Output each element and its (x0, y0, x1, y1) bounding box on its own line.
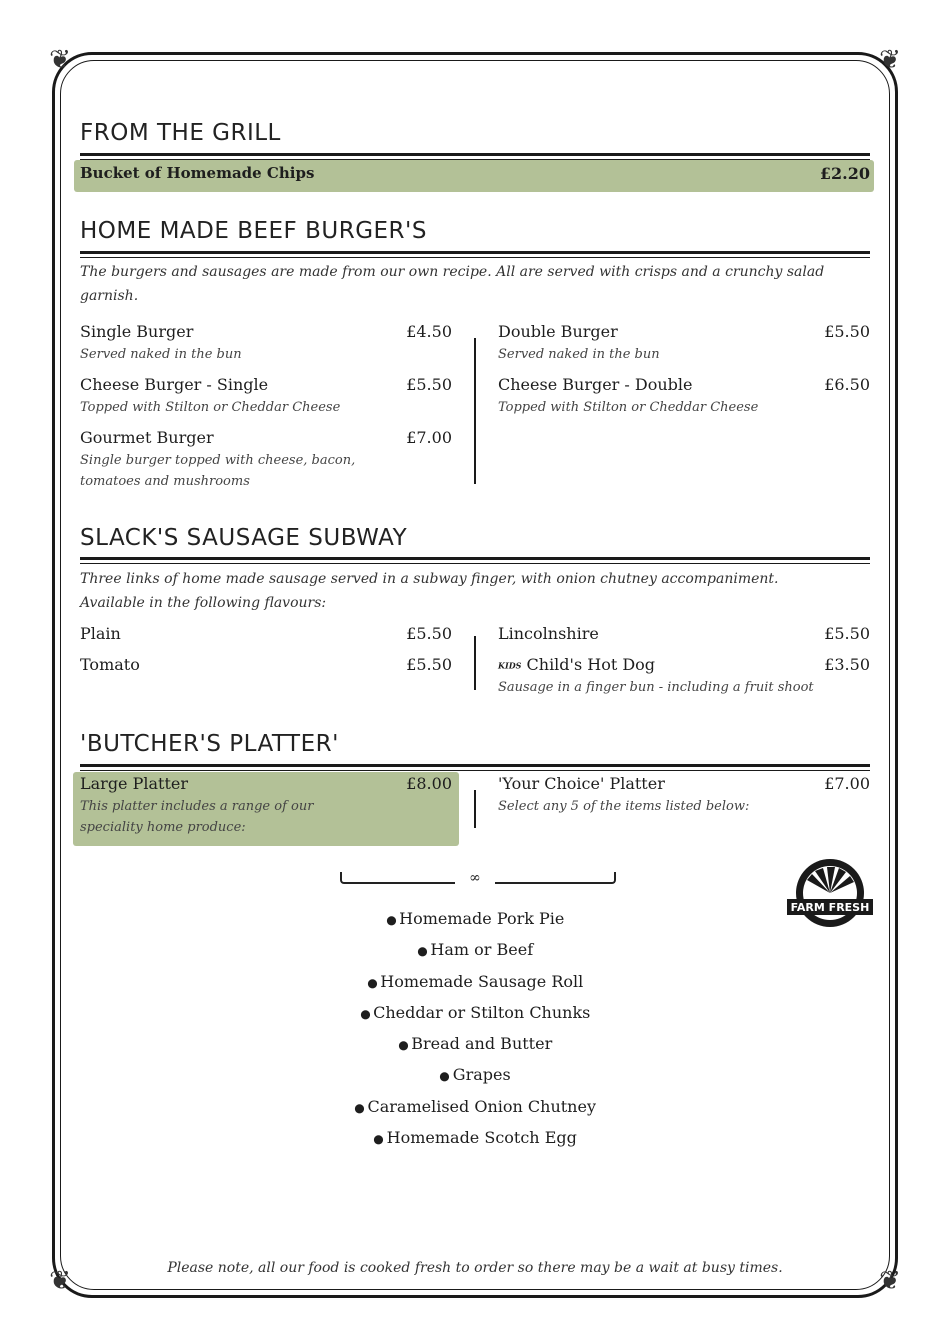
floral-corner-icon: ❦ (879, 1266, 901, 1296)
section-title-burgers: HOME MADE BEEF BURGER'S (80, 218, 427, 244)
item-description: Served naked in the bun (498, 347, 660, 362)
item-description: Sausage in a finger bun - including a fruit shoot (498, 680, 814, 695)
item-name: Lincolnshire (498, 624, 599, 643)
floral-corner-icon: ❦ (49, 45, 71, 75)
list-item: ●Homemade Sausage Roll (0, 966, 950, 997)
leaf-icon: ● (356, 1005, 373, 1023)
divider (80, 764, 870, 771)
section-description: Three links of home made sausage served in a subway finger, with onion chutney accompaniment. Available in the following flavours: (80, 571, 779, 611)
logo-text: FARM FRESH (790, 901, 870, 914)
leaf-icon: ● (436, 1067, 453, 1086)
item-name: Large Platter (80, 774, 189, 793)
item-price: £3.50 (824, 655, 870, 674)
platter-items-list (0, 903, 950, 1153)
item-description: Single burger topped with cheese, bacon, tomatoes and mushrooms (80, 453, 356, 489)
leaf-icon: ● (363, 973, 380, 992)
item-name: Plain (80, 624, 121, 643)
item-name: Tomato (80, 655, 140, 674)
column-divider (474, 636, 476, 690)
item-price: £8.00 (406, 774, 452, 793)
list-item: ●Grapes (0, 1059, 950, 1090)
list-item: ●Cheddar or Stilton Chunks (0, 997, 950, 1028)
footer-note: Please note, all our food is cooked fresh to order so there may be a wait at busy times. (167, 1260, 783, 1276)
column-divider (474, 338, 476, 484)
item-name: Double Burger (498, 322, 618, 341)
item-price: £4.50 (406, 322, 452, 341)
divider (80, 251, 870, 258)
leaf-icon: ● (394, 1036, 411, 1054)
divider (80, 557, 870, 564)
item-description: Select any 5 of the items listed below: (498, 799, 750, 814)
kids-badge: KIDS (498, 660, 522, 671)
leaf-icon: ● (370, 1130, 387, 1148)
item-price: £7.00 (824, 774, 870, 793)
item-name: Cheese Burger - Double (498, 375, 693, 394)
section-title-sausage: SLACK'S SAUSAGE SUBWAY (80, 525, 408, 551)
item-price: £5.50 (406, 655, 452, 674)
leaf-icon: ● (382, 911, 399, 929)
item-name: Single Burger (80, 322, 194, 341)
item-description: This platter includes a range of our speciality home produce: (80, 799, 314, 835)
leaf-icon: ● (350, 1099, 368, 1117)
item-description: Served naked in the bun (80, 347, 242, 362)
item-name: Child's Hot Dog (526, 655, 656, 674)
list-item: ●Bread and Butter (0, 1028, 950, 1059)
item-description: Topped with Stilton or Cheddar Cheese (498, 400, 759, 415)
section-title-grill: FROM THE GRILL (80, 120, 281, 146)
item-price: £2.20 (819, 164, 870, 183)
item-name: Gourmet Burger (80, 428, 214, 447)
leaf-icon: ● (413, 942, 430, 961)
column-divider (474, 790, 476, 828)
item-description: Topped with Stilton or Cheddar Cheese (80, 400, 341, 415)
item-price: £6.50 (824, 375, 870, 394)
floral-corner-icon: ❦ (49, 1266, 71, 1296)
item-name: Bucket of Homemade Chips (80, 164, 315, 182)
item-name: 'Your Choice' Platter (498, 774, 665, 793)
item-price: £7.00 (406, 428, 452, 447)
item-price: £5.50 (406, 375, 452, 394)
divider (80, 153, 870, 160)
floral-corner-icon: ❦ (879, 45, 901, 75)
item-price: £5.50 (406, 624, 452, 643)
section-title-platter: 'BUTCHER'S PLATTER' (80, 731, 339, 757)
item-name: Cheese Burger - Single (80, 375, 269, 394)
list-item: ●Caramelised Onion Chutney (0, 1091, 950, 1122)
list-item: ●Homemade Pork Pie (0, 903, 950, 934)
list-item: ●Ham or Beef (0, 934, 950, 965)
list-item: ●Homemade Scotch Egg (0, 1122, 950, 1153)
flourish-icon: ∞ (455, 870, 495, 886)
item-price: £5.50 (824, 322, 870, 341)
section-description: The burgers and sausages are made from our own recipe. All are served with crisps and a crunchy salad garnish. (80, 264, 825, 304)
item-price: £5.50 (824, 624, 870, 643)
